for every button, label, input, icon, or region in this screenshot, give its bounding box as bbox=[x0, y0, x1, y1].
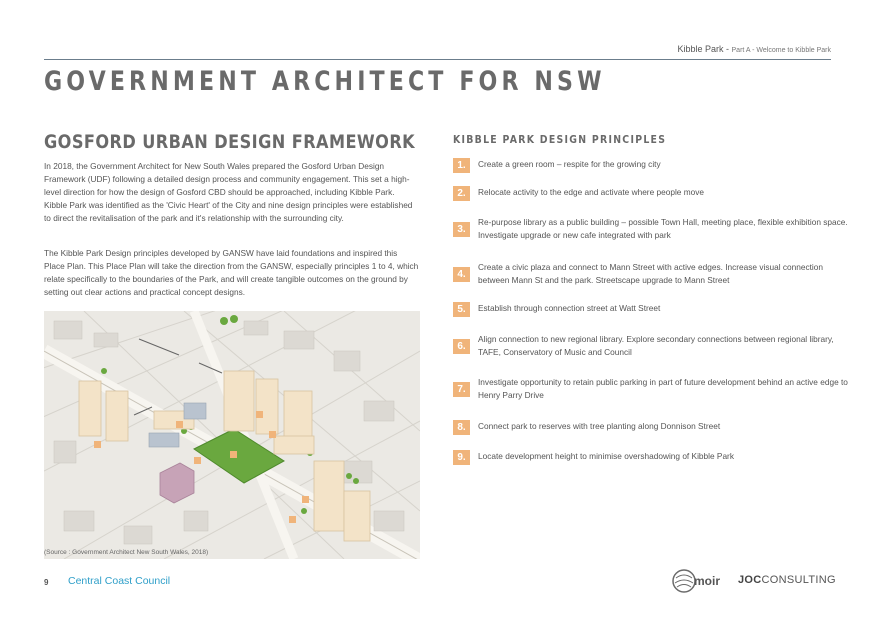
principle-number: 7. bbox=[453, 382, 470, 397]
principle-text: Create a civic plaza and connect to Mann Street with active edges. Increase visual connection between Mann St and the park. Streetscape upgrade to Mann Street bbox=[478, 262, 823, 285]
council-name: Central Coast Council bbox=[68, 575, 171, 587]
header-part: Part A bbox=[731, 47, 751, 54]
header-rule bbox=[44, 59, 831, 60]
principle-number: 2. bbox=[453, 186, 470, 201]
principle-text: Investigate opportunity to retain public parking in part of future development behind an active edge to Henry Parry Drive bbox=[478, 377, 848, 400]
principle-number: 5. bbox=[453, 302, 470, 317]
place-plan-paragraph: The Kibble Park Design principles developed by GANSW have laid foundations and inspired this Place Plan. This Place Plan will take the direction from the GANSW, especially principles 1 to 4, which relate specifically to the boundaries of the Park, and will create tangible outcomes on the ground by setting out clear actions and practical concept designs. bbox=[44, 248, 419, 297]
principle-text: Locate development height to minimise overshadowing of Kibble Park bbox=[478, 451, 734, 461]
aerial-map-illustration bbox=[44, 311, 420, 559]
principle-number: 6. bbox=[453, 339, 470, 354]
main-title: GOVERNMENT ARCHITECT FOR NSW bbox=[44, 66, 606, 97]
principle-text: Create a green room – respite for the growing city bbox=[478, 159, 661, 169]
principle-text: Re-purpose library as a public building – possible Town Hall, meeting place, flexible exhibition space. Investigate upgrade or new cafe integrated with park bbox=[478, 217, 848, 240]
principle-text: Connect park to reserves with tree planting along Donnison Street bbox=[478, 421, 721, 431]
principle-text: Establish through connection street at Watt Street bbox=[478, 303, 661, 313]
principle-number: 3. bbox=[453, 222, 470, 237]
principles-title: KIBBLE PARK DESIGN PRINCIPLES bbox=[453, 133, 667, 146]
principle-number: 9. bbox=[453, 450, 470, 465]
principle-number: 8. bbox=[453, 420, 470, 435]
urban-design-map bbox=[44, 311, 420, 559]
principle-number: 1. bbox=[453, 158, 470, 173]
map-caption: (Source : Government Architect New South Wales, 2018) bbox=[44, 549, 209, 556]
page-number: 9 bbox=[44, 578, 49, 587]
moir-logo-text: moir bbox=[694, 574, 721, 588]
header-section: - Welcome to Kibble Park bbox=[750, 47, 831, 54]
joc-logo-bold: JOC bbox=[738, 574, 762, 586]
running-header bbox=[677, 44, 831, 54]
joc-logo-rest: CONSULTING bbox=[761, 574, 836, 586]
header-doc: Kibble Park - bbox=[677, 44, 732, 54]
intro-paragraph: In 2018, the Government Architect for New South Wales prepared the Gosford Urban Design Framework (UDF) following a detailed design process and community engagement. This set a high-level direction for how the design of Gosford CBD should be approached, including Kibble Park. Kibble Park was identified as the 'Civic Heart' of the City and nine design principles were established to direct the revitalisation of the park and it's relationship with the surrounding city. bbox=[44, 161, 413, 223]
section-title: GOSFORD URBAN DESIGN FRAMEWORK bbox=[44, 131, 416, 153]
joc-consulting-logo bbox=[738, 574, 836, 586]
principle-text: Relocate activity to the edge and activate where people move bbox=[478, 187, 704, 197]
principle-text: Align connection to new regional library. Explore secondary connections between regional library, TAFE, Conservatory of Music and Council bbox=[478, 334, 834, 357]
moir-logo bbox=[672, 568, 728, 594]
principle-number: 4. bbox=[453, 267, 470, 282]
